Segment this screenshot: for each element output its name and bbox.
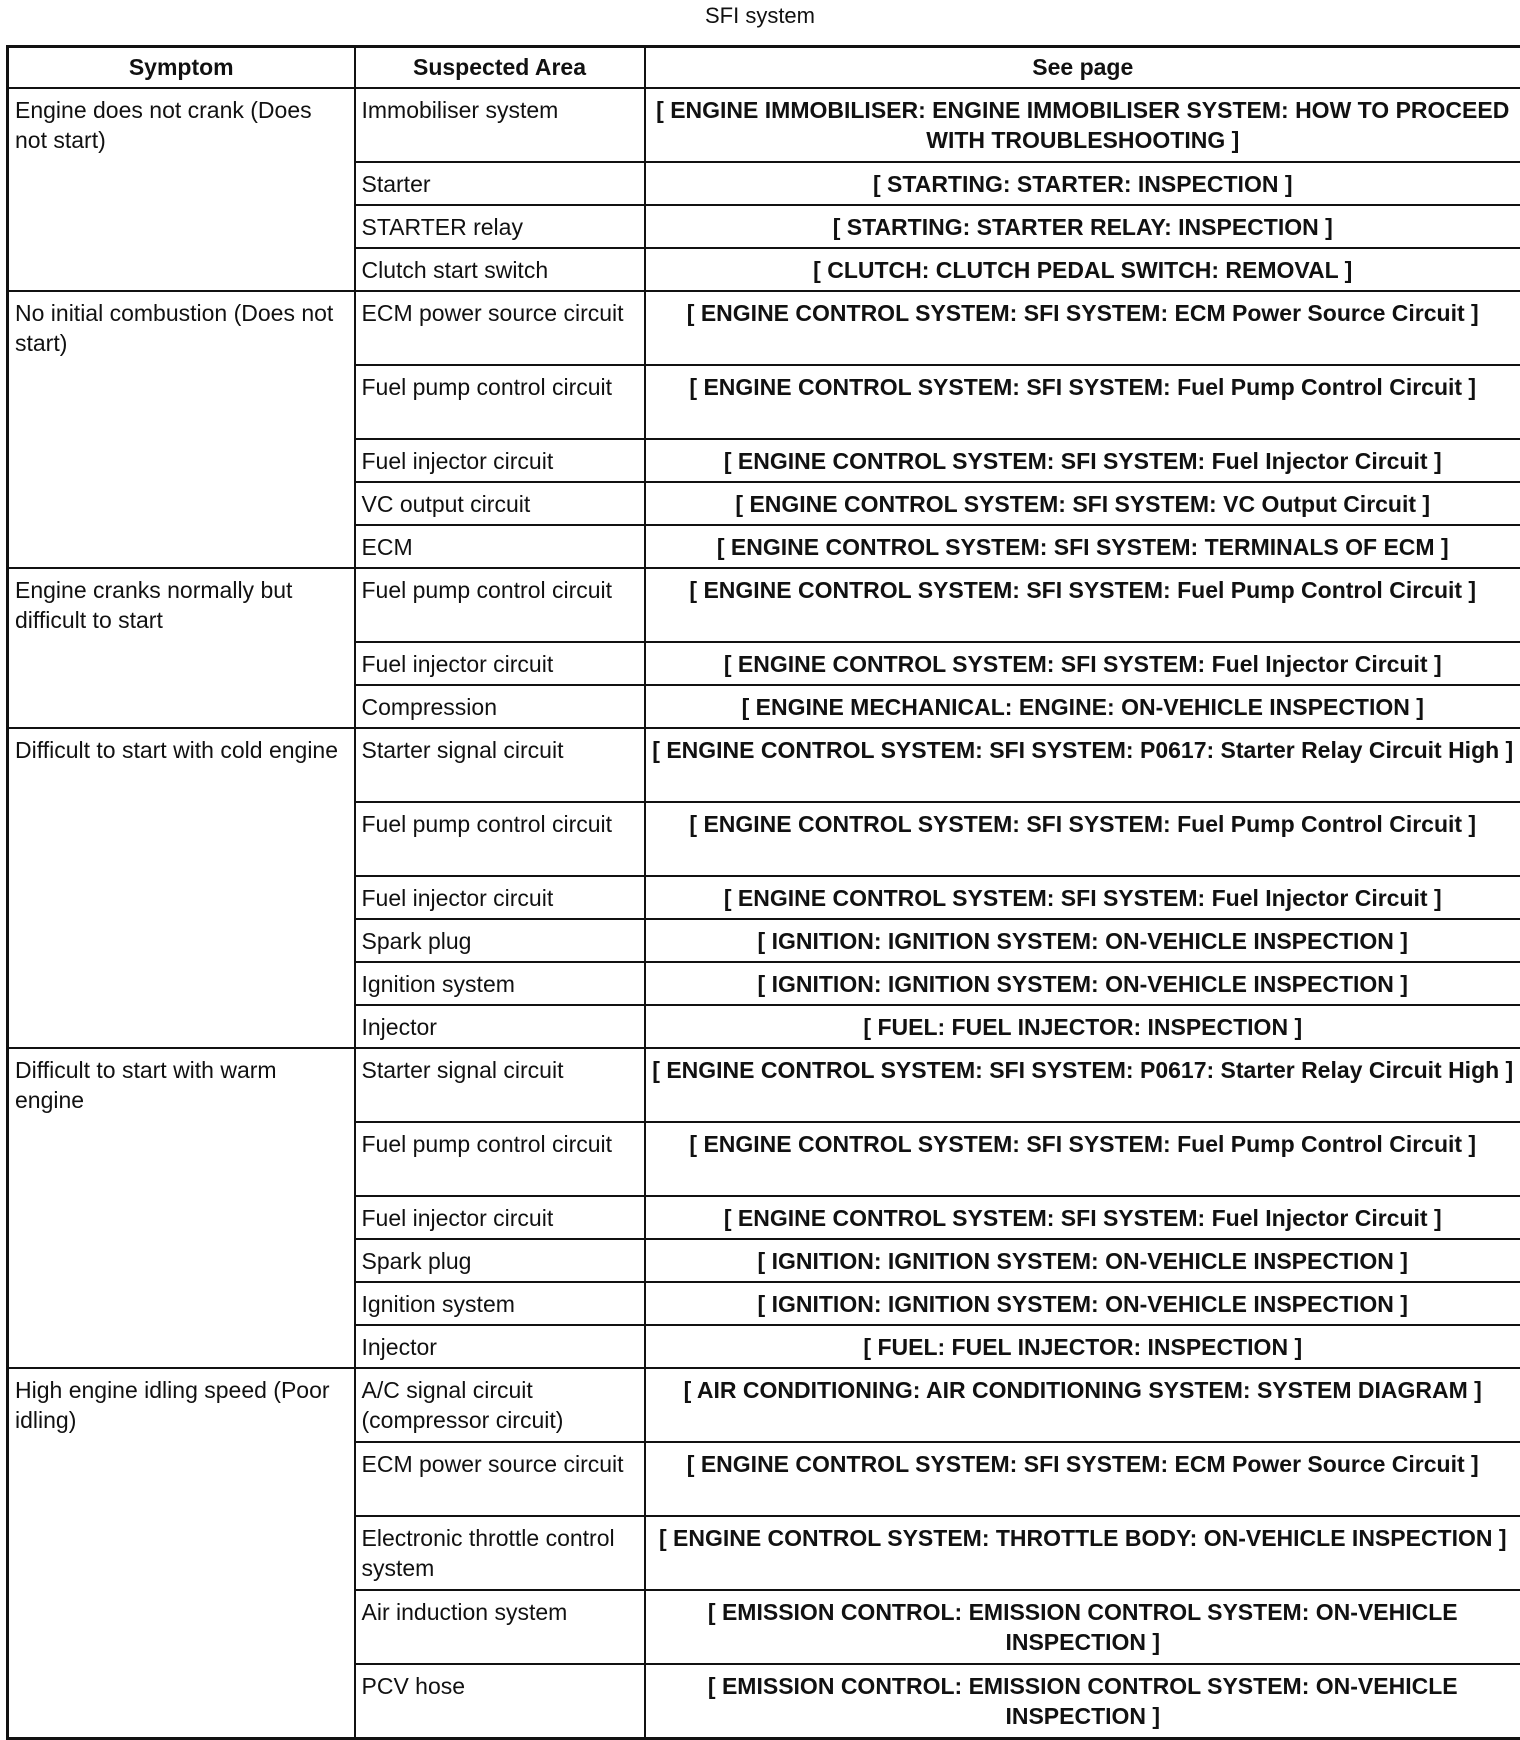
suspected-area-cell: Ignition system [355,962,645,1005]
see-page-reference-cell: [ IGNITION: IGNITION SYSTEM: ON-VEHICLE INSPECTION ] [645,1239,1520,1282]
see-page-reference-cell: [ EMISSION CONTROL: EMISSION CONTROL SYSTEM: ON-VEHICLE INSPECTION ] [645,1590,1520,1664]
suspected-area-cell: Compression [355,685,645,728]
suspected-area-cell: STARTER relay [355,205,645,248]
suspected-area-cell: Electronic throttle control system [355,1516,645,1590]
see-page-reference-cell: [ ENGINE CONTROL SYSTEM: SFI SYSTEM: Fuel Pump Control Circuit ] [645,1122,1520,1196]
suspected-area-cell: A/C signal circuit (compressor circuit) [355,1368,645,1442]
suspected-area-cell: Starter signal circuit [355,728,645,802]
suspected-area-cell: Immobiliser system [355,88,645,162]
see-page-reference-cell: [ ENGINE CONTROL SYSTEM: SFI SYSTEM: P0617: Starter Relay Circuit High ] [645,728,1520,802]
suspected-area-cell: Starter [355,162,645,205]
suspected-area-cell: ECM [355,525,645,568]
see-page-reference-cell: [ IGNITION: IGNITION SYSTEM: ON-VEHICLE INSPECTION ] [645,919,1520,962]
suspected-area-cell: Spark plug [355,1239,645,1282]
suspected-area-cell: Fuel pump control circuit [355,802,645,876]
see-page-reference-cell: [ STARTING: STARTER: INSPECTION ] [645,162,1520,205]
see-page-reference-cell: [ ENGINE IMMOBILISER: ENGINE IMMOBILISER SYSTEM: HOW TO PROCEED WITH TROUBLESHOOTING ] [645,88,1520,162]
suspected-area-cell: Starter signal circuit [355,1048,645,1122]
see-page-reference-cell: [ IGNITION: IGNITION SYSTEM: ON-VEHICLE INSPECTION ] [645,1282,1520,1325]
table-row [8,88,1520,162]
header-see-page: See page [645,47,1520,89]
see-page-reference-cell: [ ENGINE CONTROL SYSTEM: SFI SYSTEM: Fuel Injector Circuit ] [645,439,1520,482]
see-page-reference-cell: [ ENGINE CONTROL SYSTEM: SFI SYSTEM: TERMINALS OF ECM ] [645,525,1520,568]
table-row [8,728,1520,802]
suspected-area-cell: Injector [355,1325,645,1368]
suspected-area-cell: Fuel injector circuit [355,439,645,482]
see-page-reference-cell: [ IGNITION: IGNITION SYSTEM: ON-VEHICLE INSPECTION ] [645,962,1520,1005]
see-page-reference-cell: [ EMISSION CONTROL: EMISSION CONTROL SYSTEM: ON-VEHICLE INSPECTION ] [645,1664,1520,1739]
table-body [8,88,1520,1739]
header-suspected-area: Suspected Area [355,47,645,89]
table-row [8,568,1520,642]
suspected-area-cell: Injector [355,1005,645,1048]
header-symptom: Symptom [8,47,355,89]
see-page-reference-cell: [ ENGINE CONTROL SYSTEM: SFI SYSTEM: ECM Power Source Circuit ] [645,291,1520,365]
symptom-cell: Difficult to start with warm engine [8,1048,355,1368]
table-caption: SFI system [0,0,1520,46]
see-page-reference-cell: [ ENGINE CONTROL SYSTEM: SFI SYSTEM: Fuel Pump Control Circuit ] [645,568,1520,642]
suspected-area-cell: VC output circuit [355,482,645,525]
table-row [8,291,1520,365]
suspected-area-cell: Air induction system [355,1590,645,1664]
see-page-reference-cell: [ ENGINE CONTROL SYSTEM: THROTTLE BODY: ON-VEHICLE INSPECTION ] [645,1516,1520,1590]
suspected-area-cell: Fuel pump control circuit [355,365,645,439]
see-page-reference-cell: [ ENGINE CONTROL SYSTEM: SFI SYSTEM: P0617: Starter Relay Circuit High ] [645,1048,1520,1122]
suspected-area-cell: PCV hose [355,1664,645,1739]
table-row [8,1368,1520,1442]
suspected-area-cell: Fuel injector circuit [355,1196,645,1239]
see-page-reference-cell: [ ENGINE MECHANICAL: ENGINE: ON-VEHICLE INSPECTION ] [645,685,1520,728]
suspected-area-cell: Fuel pump control circuit [355,1122,645,1196]
see-page-reference-cell: [ ENGINE CONTROL SYSTEM: SFI SYSTEM: Fuel Injector Circuit ] [645,642,1520,685]
see-page-reference-cell: [ FUEL: FUEL INJECTOR: INSPECTION ] [645,1325,1520,1368]
see-page-reference-cell: [ ENGINE CONTROL SYSTEM: SFI SYSTEM: ECM Power Source Circuit ] [645,1442,1520,1516]
sfi-troubleshooting-table [6,45,1520,1740]
suspected-area-cell: Ignition system [355,1282,645,1325]
symptom-cell: High engine idling speed (Poor idling) [8,1368,355,1739]
see-page-reference-cell: [ ENGINE CONTROL SYSTEM: SFI SYSTEM: Fuel Injector Circuit ] [645,876,1520,919]
see-page-reference-cell: [ ENGINE CONTROL SYSTEM: SFI SYSTEM: Fuel Pump Control Circuit ] [645,802,1520,876]
suspected-area-cell: Clutch start switch [355,248,645,291]
see-page-reference-cell: [ ENGINE CONTROL SYSTEM: SFI SYSTEM: VC Output Circuit ] [645,482,1520,525]
suspected-area-cell: Fuel injector circuit [355,876,645,919]
suspected-area-cell: ECM power source circuit [355,1442,645,1516]
symptom-cell: Difficult to start with cold engine [8,728,355,1048]
see-page-reference-cell: [ ENGINE CONTROL SYSTEM: SFI SYSTEM: Fuel Injector Circuit ] [645,1196,1520,1239]
suspected-area-cell: Fuel pump control circuit [355,568,645,642]
suspected-area-cell: Spark plug [355,919,645,962]
suspected-area-cell: ECM power source circuit [355,291,645,365]
see-page-reference-cell: [ FUEL: FUEL INJECTOR: INSPECTION ] [645,1005,1520,1048]
symptom-cell: No initial combustion (Does not start) [8,291,355,568]
see-page-reference-cell: [ STARTING: STARTER RELAY: INSPECTION ] [645,205,1520,248]
see-page-reference-cell: [ CLUTCH: CLUTCH PEDAL SWITCH: REMOVAL ] [645,248,1520,291]
suspected-area-cell: Fuel injector circuit [355,642,645,685]
symptom-cell: Engine does not crank (Does not start) [8,88,355,291]
table-row [8,1048,1520,1122]
see-page-reference-cell: [ AIR CONDITIONING: AIR CONDITIONING SYSTEM: SYSTEM DIAGRAM ] [645,1368,1520,1442]
symptom-cell: Engine cranks normally but difficult to start [8,568,355,728]
see-page-reference-cell: [ ENGINE CONTROL SYSTEM: SFI SYSTEM: Fuel Pump Control Circuit ] [645,365,1520,439]
header-row [8,47,1520,89]
